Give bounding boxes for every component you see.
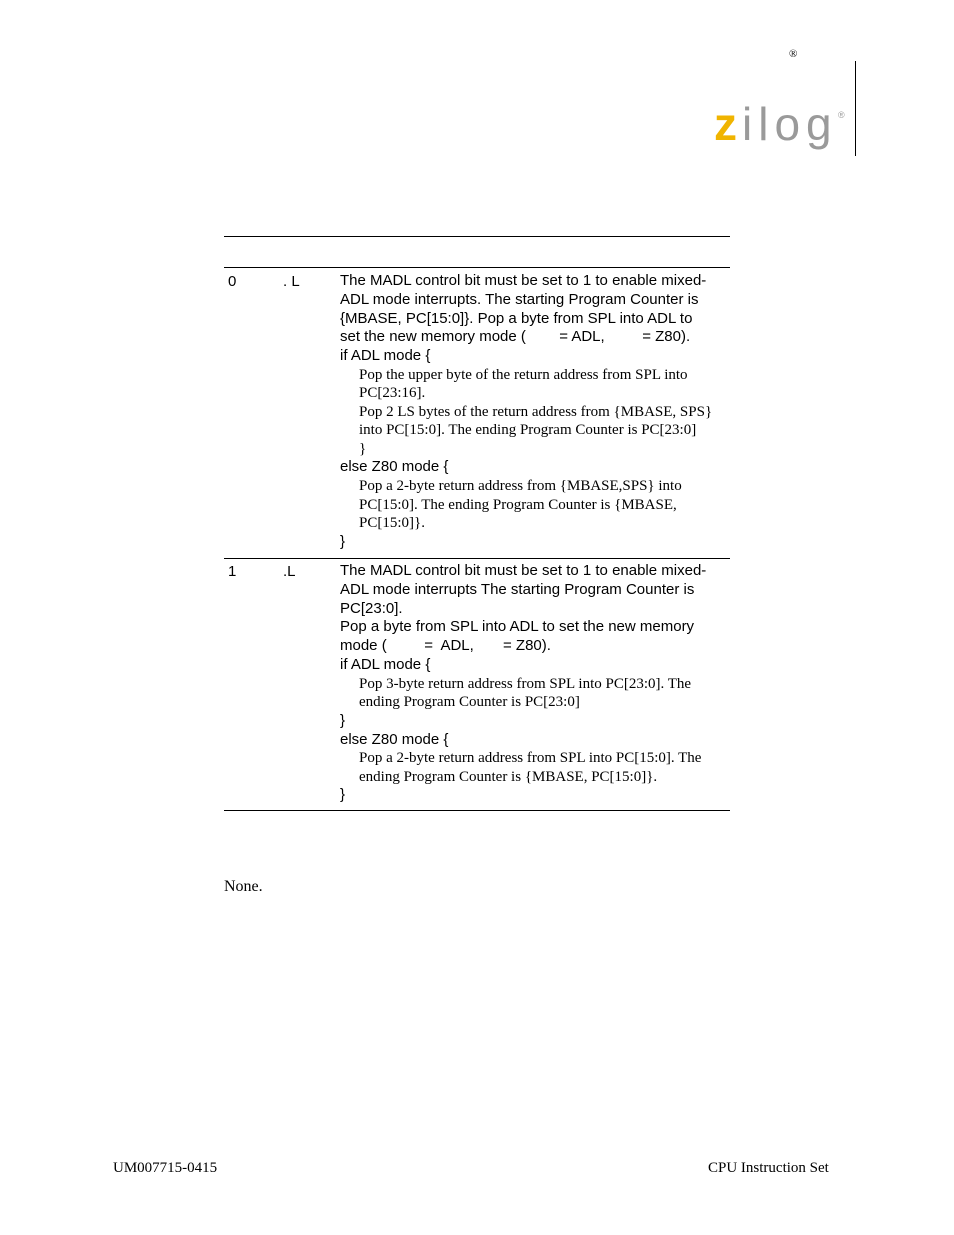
description-line: The MADL control bit must be set to 1 to enable mixed-: [340, 272, 707, 289]
row-separator: [224, 558, 730, 559]
z80-body-line: Pop a 2-byte return address from SPL into PC[15:0]. The: [359, 750, 702, 767]
adl-body-line: Pop the upper byte of the return address from SPL into: [359, 366, 688, 383]
table-top-rule: [224, 236, 730, 237]
description-line: The MADL control bit must be set to 1 to enable mixed-: [340, 562, 707, 579]
logo-registered: ®: [838, 110, 845, 120]
operation-description: [340, 562, 730, 805]
z80-body-line: Pop a 2-byte return address from {MBASE,SPS} into: [359, 478, 682, 495]
bit-value: 1: [228, 563, 237, 580]
else-line: else Z80 mode {: [340, 730, 449, 748]
description-line: set the new memory mode ( = ADL, = Z80).: [340, 328, 691, 346]
z80-body-line: PC[15:0]. The ending Program Counter is {MBASE,: [359, 496, 677, 513]
footer-doc-id: UM007715-0415: [113, 1160, 218, 1176]
description-line: mode ( = ADL, = Z80).: [340, 637, 551, 655]
header-vertical-rule: [855, 61, 856, 156]
description-line: {MBASE, PC[15:0]}. Pop a byte from SPL into ADL to: [340, 309, 693, 327]
adl-body-line: into PC[15:0]. The ending Program Counter is PC[23:0]: [359, 422, 697, 439]
description-line: PC[23:0].: [340, 599, 403, 617]
logo-letter-z: z: [714, 104, 737, 150]
footer-section-title: CPU Instruction Set: [708, 1160, 829, 1176]
adl-body-line: Pop 3-byte return address from SPL into PC[23:0]. The: [359, 675, 692, 692]
else-line: else Z80 mode {: [340, 458, 449, 476]
description-line: ADL mode interrupts The starting Program Counter is: [340, 580, 695, 598]
zilog-logo: [712, 104, 850, 158]
registered-mark: ®: [789, 48, 798, 60]
description-line: if ADL mode {: [340, 655, 431, 673]
suffix-value: .L: [283, 563, 296, 580]
adl-body-line: }: [359, 440, 367, 457]
description-line: ADL mode interrupts. The starting Program Counter is: [340, 290, 699, 308]
close-brace: }: [340, 532, 346, 550]
table-header-rule: [224, 267, 730, 268]
close-brace: }: [340, 786, 346, 804]
adl-body-line: ending Program Counter is PC[23:0]: [359, 694, 580, 711]
logo-letters-ilog: ilog: [742, 104, 838, 150]
z80-body-line: PC[15:0]}.: [359, 515, 425, 532]
adl-body-line: PC[23:16].: [359, 385, 426, 402]
bit-value: 0: [228, 273, 237, 290]
description-line: if ADL mode {: [340, 347, 431, 365]
none-text: None.: [224, 878, 263, 895]
adl-body-line: Pop 2 LS bytes of the return address from {MBASE, SPS}: [359, 403, 713, 420]
suffix-value: . L: [283, 273, 300, 290]
table-bottom-rule: [224, 810, 730, 811]
description-line: Pop a byte from SPL into ADL to set the new memory: [340, 618, 695, 636]
z80-body-line: ending Program Counter is {MBASE, PC[15:0]}.: [359, 768, 658, 785]
operation-description: [340, 272, 730, 552]
close-brace: }: [340, 711, 346, 729]
